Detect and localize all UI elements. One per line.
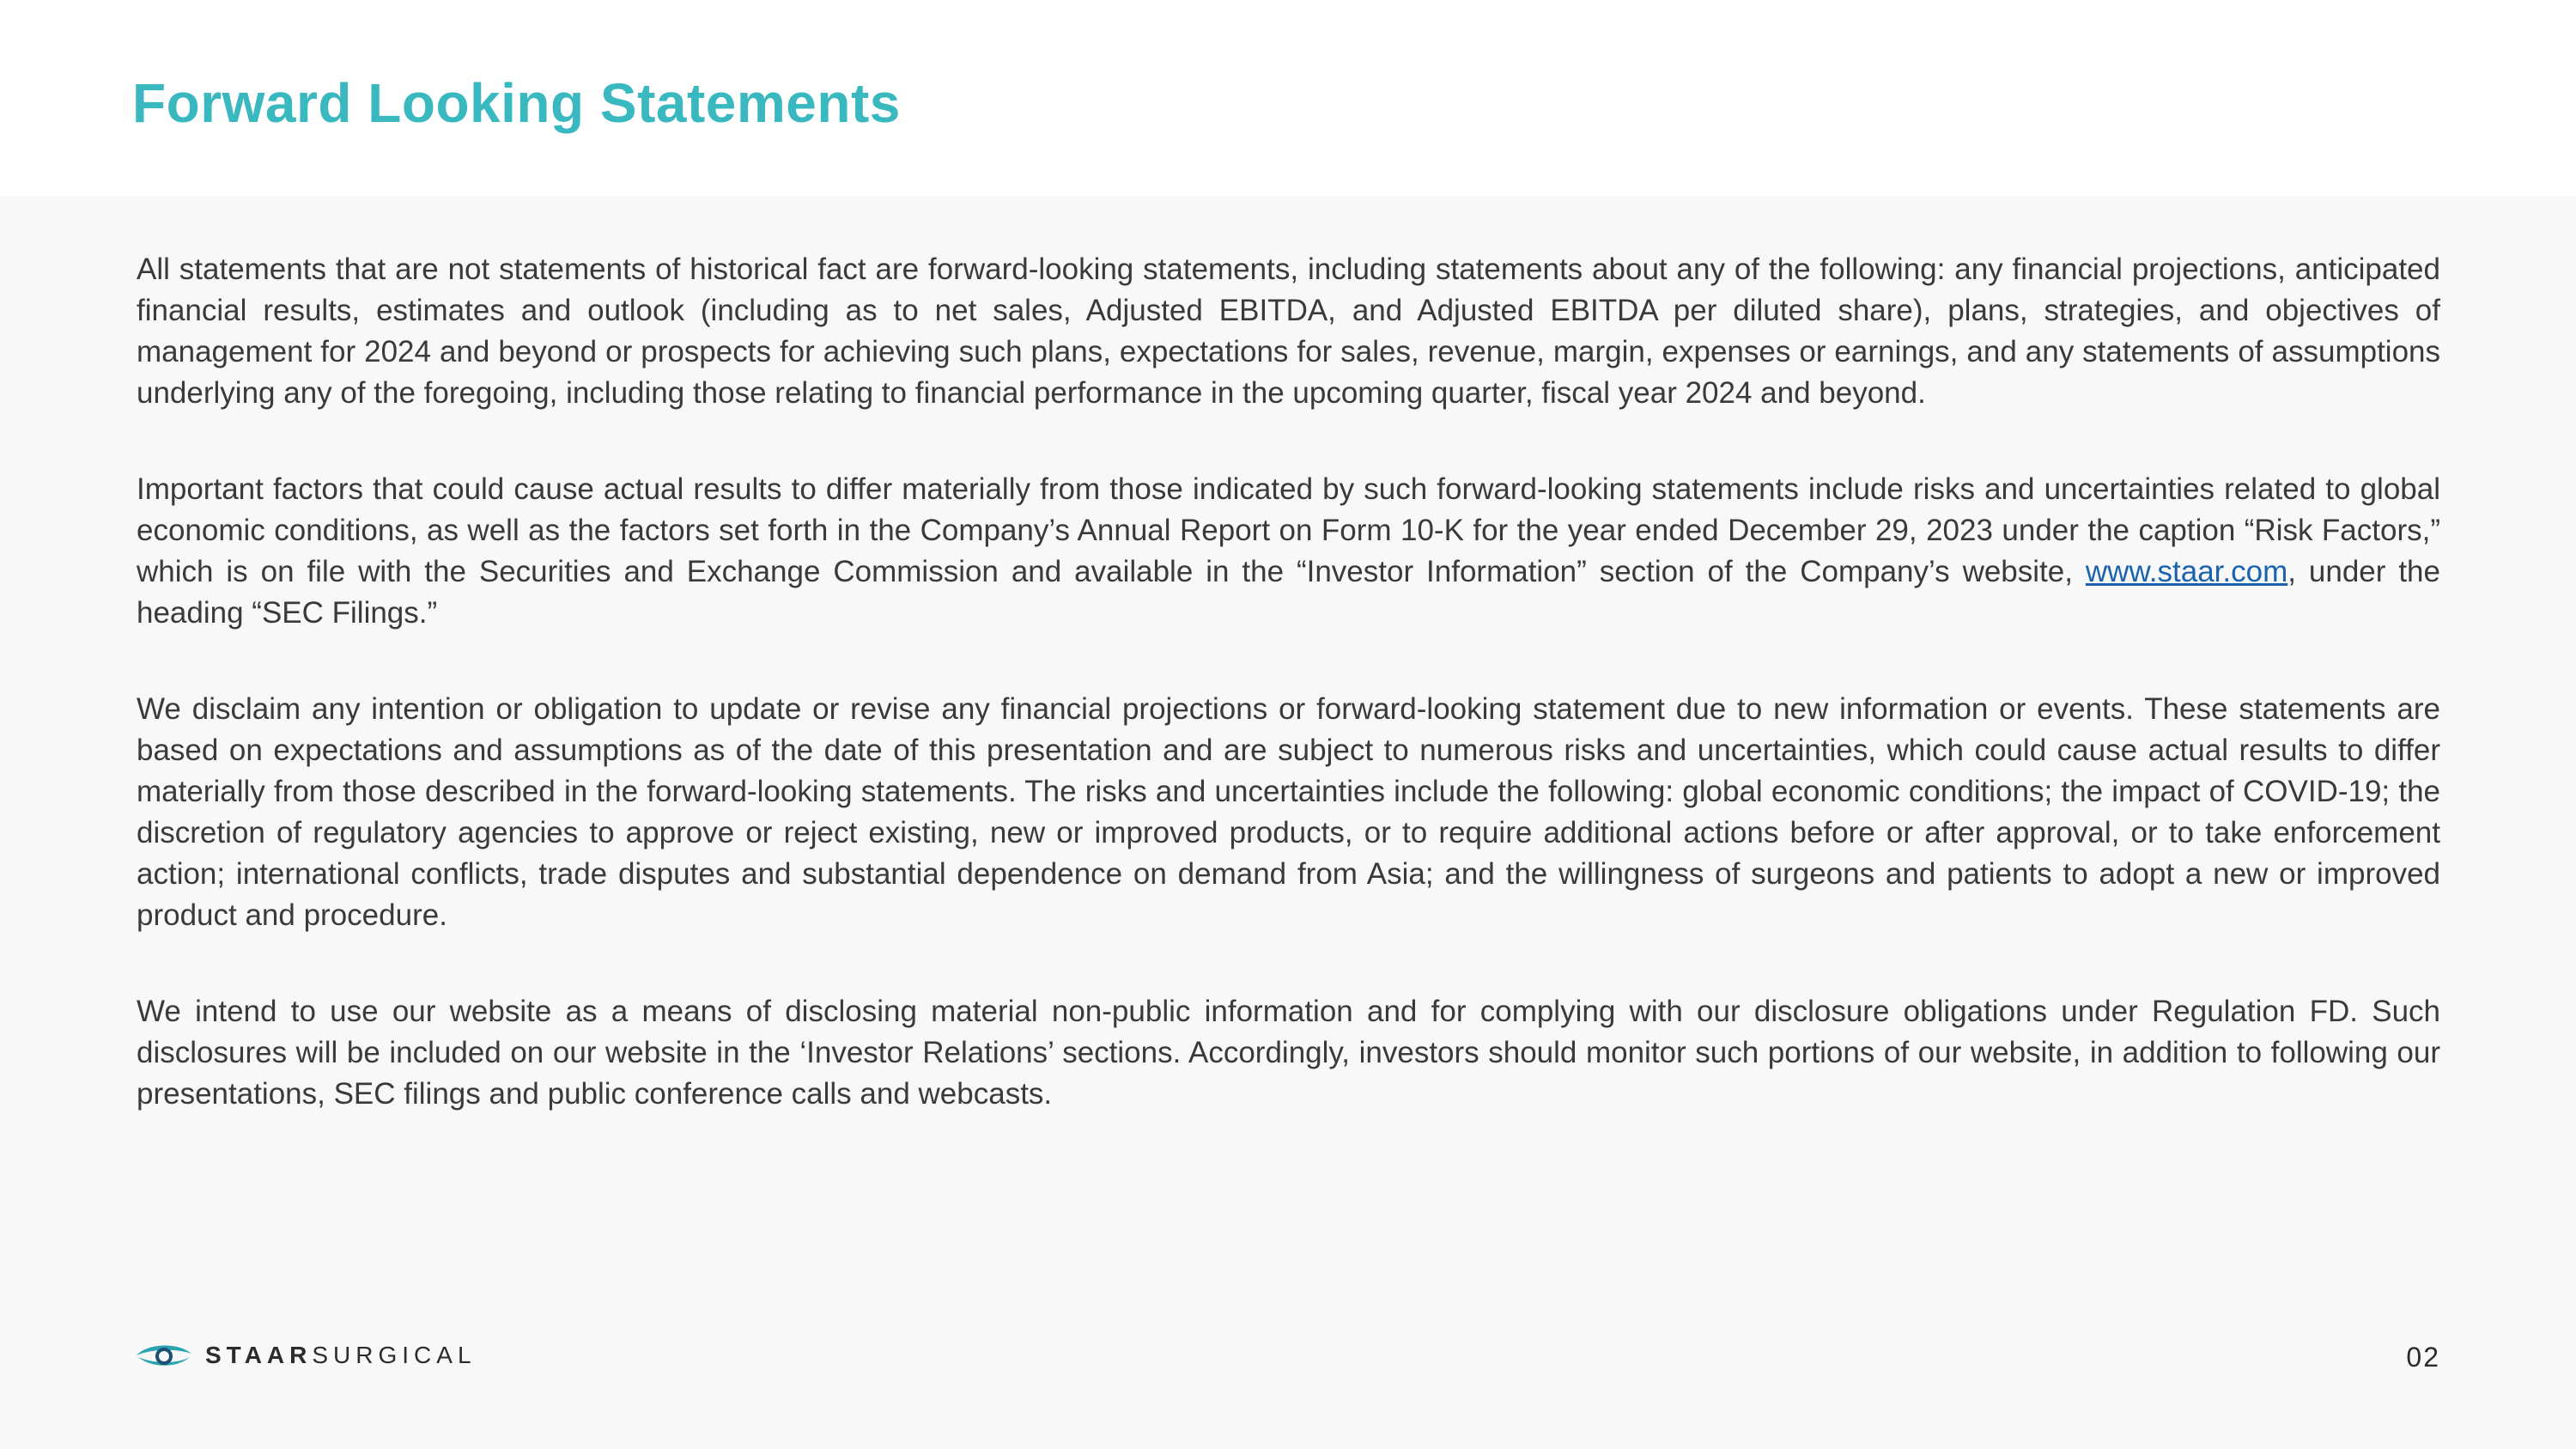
paragraph-website-disclosure: We intend to use our website as a means of disclosing material non-public information and for complying with our disclosure obligations under Regulation FD. Such disclosures will be included on our website in the ‘Investor Relations’ sections. Accordingly, investors should monitor such portions of our website, in addition to following our presentations, SEC filings and public conference calls and webcasts. [137,995,2440,1111]
slide-header [0,0,2576,196]
paragraph-forward-looking: All statements that are not statements of historical fact are forward-looking statements, including statements about any of the following: any financial projections, anticipated financial results, estimates and outlook (including as to net sales, Adjusted EBITDA, and Adjusted EBITDA per diluted share), plans, strategies, and objectives of management for 2024 and beyond or prospects for achieving such plans, expectations for sales, revenue, margin, expenses or earnings, and any statements of assumptions underlying any of the foregoing, including those relating to financial performance in the upcoming quarter, fiscal year 2024 and beyond. [137,253,2440,410]
statements-body [137,249,2440,1170]
logo-wordmark-light: SURGICAL [312,1342,477,1368]
page-title: Forward Looking Statements [132,72,901,134]
logo-wordmark [205,1342,477,1369]
paragraph-text: , under the heading “SEC Filings.” [137,555,2440,630]
page-number: 02 [2406,1342,2440,1373]
paragraph-text: Important factors that could cause actual results to differ materially from those indicated by such forward-looking statements include risks and uncertainties related to global economic conditions, as well as the factors set forth in the Company’s Annual Report on Form 10-K for the year ended December 29, 2023 under the caption “Risk Factors,” which is on file with the Securities and Exchange Commission and available in the “Investor Information” section of the Company’s website, [137,472,2440,588]
paragraph-important-factors [137,469,2440,634]
eye-logo-icon [135,1340,193,1371]
paragraph-disclaimer: We disclaim any intention or obligation to update or revise any financial projections or forward-looking statement due to new information or events. These statements are based on expectations and assumptions as of the date of this presentation and are subject to numerous risks and uncertainties, which could cause actual results to differ materially from those described in the forward-looking statements. The risks and uncertainties include the following: global economic conditions; the impact of COVID-19; the discretion of regulatory agencies to approve or reject existing, new or improved products, or to require additional actions before or after approval, or to take enforcement action; international conflicts, trade disputes and substantial dependence on demand from Asia; and the willingness of surgeons and patients to adopt a new or improved product and procedure. [137,692,2440,932]
staar-surgical-logo [135,1340,477,1371]
staar-website-link[interactable]: www.staar.com [2085,555,2288,588]
logo-wordmark-bold: STAAR [205,1342,313,1368]
